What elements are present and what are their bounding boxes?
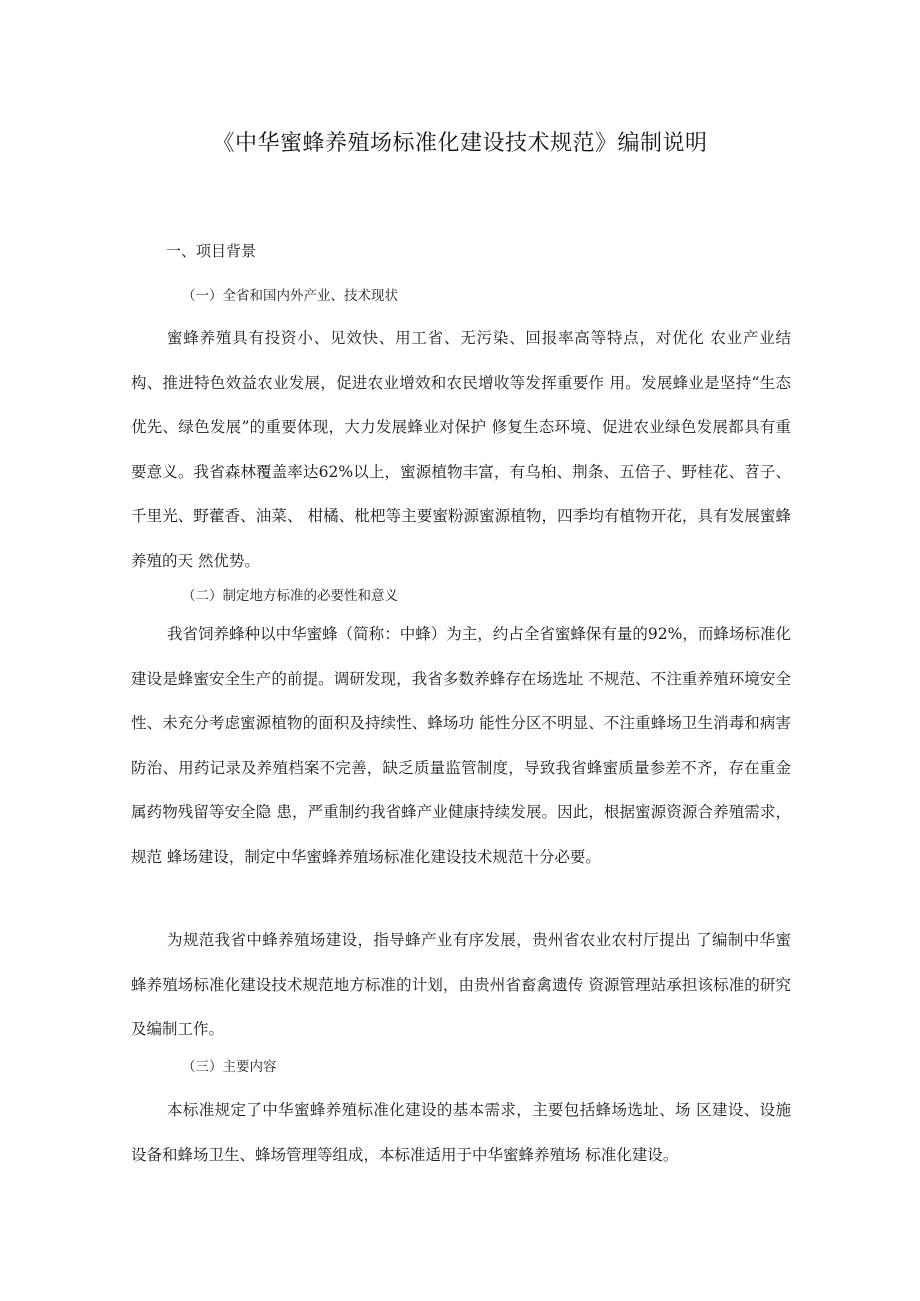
paragraph-industry-status: 蜜蜂养殖具有投资小、见效快、用工省、无污染、回报率高等特点，对优化 农业产业结构、推进特色效益农业发展，促进农业增效和农民增收等发挥重要作 用。发展蜂业是坚持“生态优先、绿色发展”的重要体现，大力发展蜂业对保护 修复生态环境、促进农业绿色发展都具有重要意义。我省森林覆盖率达62%以上，蜜源植物丰富，有乌桕、荆条、五倍子、野桂花、苕子、千里光、野藿香、油菜、 柑橘、枇杷等主要蜜粉源蜜源植物，四季均有植物开花，具有发展蜜蜂养殖的天 然优势。	[131, 329, 791, 570]
paragraph-necessity: 我省饲养蜂种以中华蜜蜂（简称：中蜂）为主，约占全省蜜蜂保有量的92%，而蜂场标准化建设是蜂蜜安全生产的前提。调研发现，我省多数养蜂存在场选址 不规范、不注重养殖环境安全性、未充分考虑蜜源植物的面积及持续性、蜂场功 能性分区不明显、不注重蜂场卫生消毒和病害防治、用药记录及养殖档案不完善，缺乏质量监管制度，导致我省蜂蜜质量参差不齐，存在重金属药物残留等安全隐 患，严重制约我省蜂产业健康持续发展。因此，根据蜜源资源合养殖需求，规范 蜂场建设，制定中华蜜蜂养殖场标准化建设技术规范十分必要。	[131, 625, 791, 866]
document-title: 《中华蜜蜂养殖场标准化建设技术规范》编制说明	[212, 131, 708, 156]
subsection-heading-main-content: （三）主要内容	[182, 1059, 277, 1075]
paragraph-plan: 为规范我省中蜂养殖场建设，指导蜂产业有序发展，贵州省农业农村厅提出 了编制中华蜜蜂养殖场标准化建设技术规范地方标准的计划，由贵州省畜禽遗传 资源管理站承担该标准的研究及编制工作。	[131, 931, 791, 1038]
paragraph-main-content: 本标准规定了中华蜜蜂养殖标准化建设的基本需求，主要包括蜂场选址、场 区建设、设施设备和蜂场卫生、蜂场管理等组成，本标准适用于中华蜜蜂养殖场 标准化建设。	[131, 1101, 791, 1164]
subsection-heading-necessity: （二）制定地方标准的必要性和意义	[182, 588, 398, 604]
section-heading-project-background: 一、项目背景	[166, 242, 257, 260]
subsection-heading-industry-status: （一）全省和国内外产业、技术现状	[182, 288, 398, 304]
